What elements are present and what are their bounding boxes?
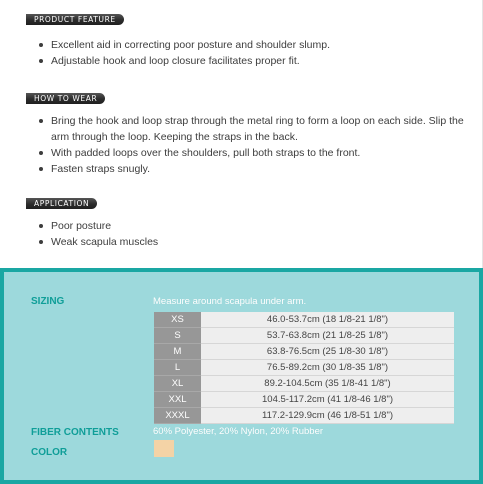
how-to-wear-section [26, 88, 471, 177]
how-to-wear-heading: HOW TO WEAR [26, 93, 105, 104]
size-cell: L [154, 360, 201, 376]
measure-cell: 104.5-117.2cm (41 1/8-46 1/8") [201, 392, 454, 408]
table-row [154, 344, 454, 360]
specs-panel [0, 268, 483, 484]
sizing-note: Measure around scapula under arm. [153, 296, 307, 307]
list-item: Fasten straps snugly. [26, 161, 471, 177]
measure-cell: 89.2-104.5cm (35 1/8-41 1/8") [201, 376, 454, 392]
color-swatch [154, 440, 174, 457]
how-to-wear-list [26, 113, 471, 177]
size-cell: XS [154, 312, 201, 328]
table-row [154, 360, 454, 376]
measure-cell: 76.5-89.2cm (30 1/8-35 1/8") [201, 360, 454, 376]
list-item: Weak scapula muscles [26, 234, 471, 250]
list-item: Bring the hook and loop strap through the metal ring to form a loop on each side. Slip the arm through the loop. Keeping the straps in the back. [26, 113, 471, 145]
size-cell: M [154, 344, 201, 360]
table-row [154, 312, 454, 328]
table-row [154, 408, 454, 424]
size-cell: XXL [154, 392, 201, 408]
table-row [154, 376, 454, 392]
fiber-contents-label: FIBER CONTENTS [31, 427, 119, 438]
fiber-contents-value: 60% Polyester, 20% Nylon, 20% Rubber [153, 426, 324, 437]
table-row [154, 392, 454, 408]
product-feature-section [26, 9, 471, 69]
measure-cell: 63.8-76.5cm (25 1/8-30 1/8") [201, 344, 454, 360]
list-item: With padded loops over the shoulders, pull both straps to the front. [26, 145, 471, 161]
size-table [154, 312, 454, 424]
application-heading: APPLICATION [26, 198, 97, 209]
product-feature-heading: PRODUCT FEATURE [26, 14, 124, 25]
list-item: Excellent aid in correcting poor posture and shoulder slump. [26, 37, 471, 53]
measure-cell: 46.0-53.7cm (18 1/8-21 1/8") [201, 312, 454, 328]
list-item: Poor posture [26, 218, 471, 234]
size-cell: XL [154, 376, 201, 392]
table-row [154, 328, 454, 344]
measure-cell: 53.7-63.8cm (21 1/8-25 1/8") [201, 328, 454, 344]
product-feature-list [26, 37, 471, 69]
sizing-label: SIZING [31, 296, 65, 307]
application-list [26, 218, 471, 250]
list-item: Adjustable hook and loop closure facilitates proper fit. [26, 53, 471, 69]
measure-cell: 117.2-129.9cm (46 1/8-51 1/8") [201, 408, 454, 424]
application-section [26, 193, 471, 250]
size-cell: XXXL [154, 408, 201, 424]
size-cell: S [154, 328, 201, 344]
color-label: COLOR [31, 447, 68, 458]
